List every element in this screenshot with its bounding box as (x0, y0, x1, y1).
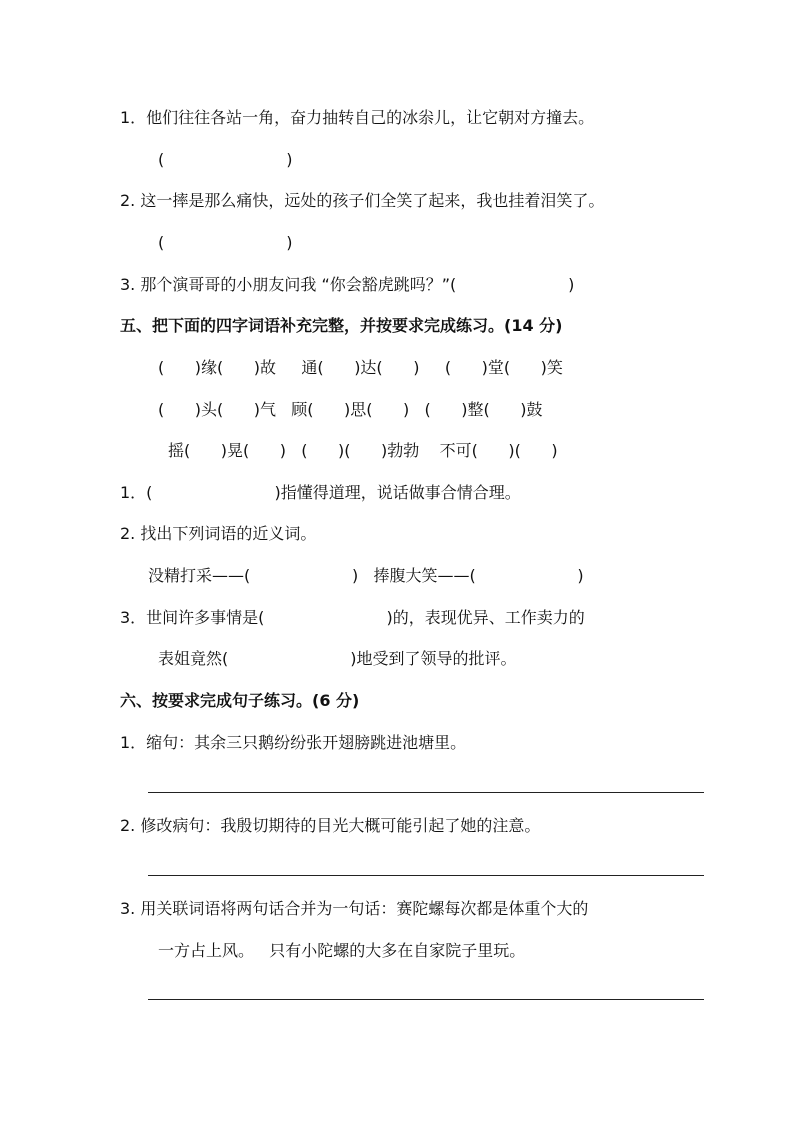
question-5-1: 1．( )指懂得道理，说话做事合情合理。 (120, 483, 521, 502)
question-6-3-cont: 一方占上风。 只有小陀螺的大多在自家院子里玩。 (158, 941, 526, 960)
question-6-1: 1．缩句：其余三只鹅纷纷张开翅膀跳进池塘里。 (120, 733, 467, 752)
answer-line-6-3[interactable] (148, 999, 704, 1000)
question-5-3-cont: 表姐竟然( )地受到了领导的批评。 (158, 649, 517, 668)
answer-blank-2[interactable]: ( ) (158, 233, 293, 252)
line-3: 3. 那个演哥哥的小朋友问我 “你会豁虎跳吗？”( ) (120, 275, 575, 294)
question-6-3: 3. 用关联词语将两句话合并为一句话：赛陀螺每次都是体重个大的 (120, 899, 589, 918)
question-5-3: 3．世间许多事情是( )的，表现优异、工作卖力的 (120, 608, 585, 627)
idiom-row-3: 摇( )晃( ) ( )( )勃勃 不可( )( ) (168, 441, 558, 460)
synonym-line: 没精打采——( ) 捧腹大笑——( ) (148, 566, 584, 585)
answer-line-6-1[interactable] (148, 792, 704, 793)
line-2: 2. 这一摔是那么痛快，远处的孩子们全笑了起来，我也挂着泪笑了。 (120, 191, 605, 210)
section-5-title: 五、把下面的四字词语补充完整，并按要求完成练习。(14 分) (120, 316, 563, 335)
question-6-2: 2. 修改病句：我殷切期待的目光大概可能引起了她的注意。 (120, 816, 541, 835)
answer-blank-1[interactable]: ( ) (158, 150, 293, 169)
answer-line-6-2[interactable] (148, 875, 704, 876)
question-5-2: 2. 找出下列词语的近义词。 (120, 524, 317, 543)
section-6-title: 六、按要求完成句子练习。(6 分) (120, 691, 360, 710)
idiom-row-2: ( )头( )气 顾( )思( ) ( )整( )鼓 (158, 400, 543, 419)
idiom-row-1: ( )缘( )故 通( )达( ) ( )堂( )笑 (158, 358, 563, 377)
line-1: 1．他们往往各站一角，奋力抽转自己的冰尜儿，让它朝对方撞去。 (120, 108, 595, 127)
